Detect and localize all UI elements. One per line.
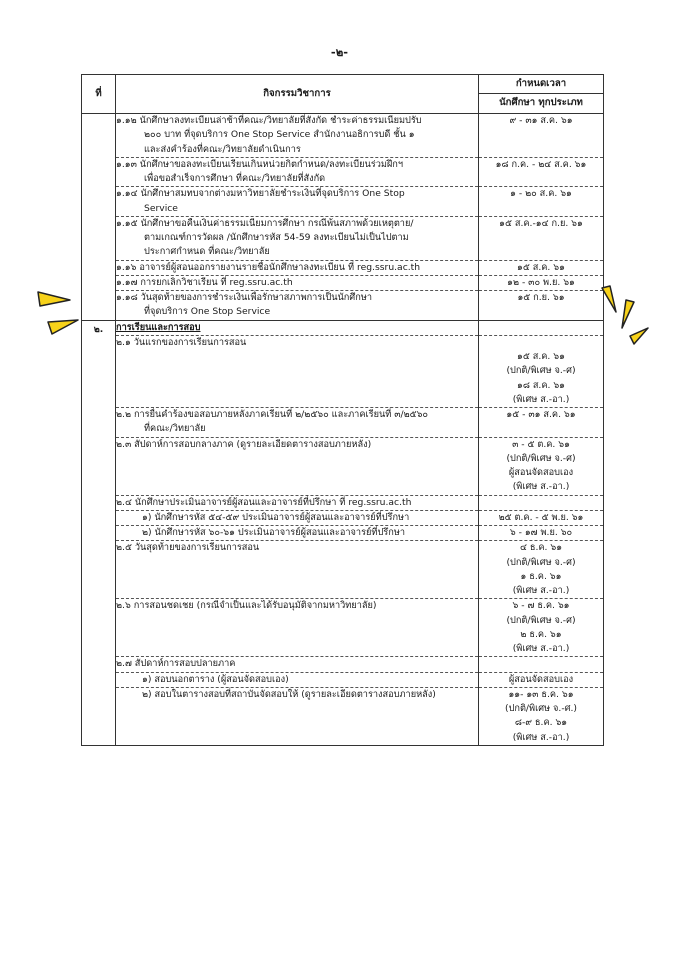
table-row <box>82 526 604 541</box>
table-row <box>82 408 604 438</box>
table-row <box>82 437 604 495</box>
date-line: ๒ ธ.ค. ๖๑ <box>520 628 562 640</box>
activity-line: ๑.๑๔ นักศึกษาสมทบจากต่างมหาวิทยาลัยชำระเงินที่จุดบริการ One Stop <box>116 188 405 200</box>
header-timeframe: กำหนดเวลา <box>479 75 604 94</box>
date-line: ๑ - ๒๐ ส.ค. ๖๑ <box>510 188 572 200</box>
date-line: ผู้สอนจัดสอบเอง <box>508 467 574 478</box>
activity-line: ที่จุดบริการ One Stop Service <box>144 306 271 318</box>
table-row <box>82 687 604 745</box>
activity-line: ๒.๑ วันแรกของการเรียนการสอน <box>116 336 247 348</box>
date-line: ๑๕ ส.ค. ๖๑ <box>517 261 565 273</box>
activity-line: ที่คณะ/วิทยาลัย <box>144 423 206 435</box>
academic-calendar-table <box>81 74 604 746</box>
activity-cell <box>116 275 479 290</box>
activity-cell <box>116 408 479 438</box>
date-line: ๘-๙ ธ.ค. ๖๑ <box>514 717 568 729</box>
table-row <box>82 657 604 672</box>
activity-cell <box>116 495 479 510</box>
date-line: ๑๕ ส.ค. ๖๑ <box>517 351 565 362</box>
activity-cell <box>116 157 479 187</box>
date-cell <box>479 495 604 510</box>
date-line: (ปกติ/พิเศษ จ.-ศ) <box>506 556 576 568</box>
spark-shape <box>630 328 648 344</box>
highlight-sparks-right <box>596 284 652 348</box>
activity-line: ๒.๔ นักศึกษาประเมินอาจารย์ผู้สอนและอาจารย์ที่ปรึกษา ที่ reg.ssru.ac.th <box>116 496 412 508</box>
table-row <box>82 260 604 275</box>
spark-shape <box>48 320 78 334</box>
activity-line: ๒) นักศึกษารหัส ๖๐-๖๑ ประเมินอาจารย์ผู้สอนและอาจารย์ที่ปรึกษา <box>142 527 406 538</box>
table-row <box>82 216 604 260</box>
date-line: ๒๕ ต.ค. - ๕ พ.ย. ๖๑ <box>498 511 584 523</box>
spark-shape <box>622 300 634 328</box>
date-line: (ปกติ/พิเศษ จ.-ศ) <box>506 365 576 377</box>
date-cell <box>479 260 604 275</box>
activity-line: เพื่อขอสำเร็จการศึกษา ที่คณะ/วิทยาลัยที่สังกัด <box>144 173 326 184</box>
date-cell <box>479 216 604 260</box>
activity-line: ๒.๒ การยื่นคำร้องขอสอบภายหลังภาคเรียนที่ ๒/๒๕๖๐ และภาคเรียนที่ ๓/๒๕๖๐ <box>116 409 429 420</box>
table-row <box>82 335 604 407</box>
date-cell <box>479 687 604 745</box>
date-line: ๔ ธ.ค. ๖๑ <box>519 542 563 554</box>
table-row <box>82 672 604 687</box>
table-row <box>82 114 604 158</box>
date-line: ๑๘ ก.ค. - ๒๔ ส.ค. ๖๑ <box>495 158 587 170</box>
highlight-sparks-left <box>36 282 86 352</box>
date-cell <box>479 157 604 187</box>
activity-line: ๑) นักศึกษารหัส ๕๔-๕๙ ประเมินอาจารย์ผู้สอนและอาจารย์ที่ปรึกษา <box>142 511 410 523</box>
activity-cell <box>116 216 479 260</box>
date-line: ผู้สอนจัดสอบเอง <box>508 673 574 685</box>
activity-cell <box>116 541 479 599</box>
date-cell <box>479 408 604 438</box>
table-row <box>82 157 604 187</box>
table-row <box>82 541 604 599</box>
activity-cell <box>116 335 479 407</box>
activity-line: ๑) สอบนอกตาราง (ผู้สอนจัดสอบเอง) <box>142 673 289 685</box>
date-line: ๙ - ๓๑ ส.ค. ๖๑ <box>509 115 573 126</box>
activity-cell <box>116 437 479 495</box>
activity-line: ประกาศกำหนด ที่คณะ/วิทยาลัย <box>144 246 270 258</box>
activity-line: ๑.๑๗ การยกเลิกวิชาเรียน ที่ reg.ssru.ac.th <box>116 276 293 288</box>
date-cell <box>479 187 604 217</box>
activity-cell <box>116 526 479 541</box>
activity-line: และส่งคำร้องที่คณะ/วิทยาลัยดำเนินการ <box>144 143 301 155</box>
activity-line: ๒.๗ สัปดาห์การสอบปลายภาค <box>116 658 236 670</box>
header-no: ที่ <box>82 75 116 114</box>
activity-cell <box>116 657 479 672</box>
activity-line: ๒) สอบในตารางสอบที่สถาบันจัดสอบให้ (ดูรายละเอียดตารางสอบภายหลัง) <box>142 688 436 700</box>
date-cell <box>479 437 604 495</box>
activity-cell <box>116 114 479 158</box>
activity-cell <box>116 291 479 321</box>
activity-line: ๑.๑๓ นักศึกษาขอลงทะเบียนเรียนเกินหน่วยกิตกำหนด/ลงทะเบียนร่วมฝึกฯ <box>116 158 404 170</box>
page-number: -๒- <box>330 45 349 59</box>
date-line: ๖ - ๗ ธ.ค. ๖๑ <box>512 600 570 612</box>
date-line: (ปกติ/พิเศษ จ.-ศ.) <box>504 703 577 714</box>
date-line: ๖ - ๑๗ พ.ย. ๖๐ <box>509 527 573 538</box>
date-line: (พิเศษ ส.-อา.) <box>512 643 570 654</box>
activity-line: ๑.๑๒ นักศึกษาลงทะเบียนล่าช้าที่คณะ/วิทยาลัยที่สังกัด ชำระค่าธรรมเนียมปรับ <box>116 115 422 126</box>
spark-shape <box>38 292 70 306</box>
header-student-type: นักศึกษา ทุกประเภท <box>479 94 604 114</box>
date-line: ๑ ธ.ค. ๖๑ <box>520 570 562 582</box>
activity-cell <box>116 599 479 657</box>
date-cell <box>479 657 604 672</box>
activity-line: ตามเกณฑ์การวัดผล /นักศึกษารหัส 54-59 ลงทะเบียนไม่เป็นไปตาม <box>144 232 409 243</box>
table-row <box>82 510 604 525</box>
section-title-cell <box>116 320 479 335</box>
section-title: การเรียนและการสอบ <box>116 321 201 333</box>
date-cell <box>479 291 604 321</box>
date-cell <box>479 275 604 290</box>
date-line <box>479 336 603 350</box>
date-line: (พิเศษ ส.-อา.) <box>512 585 570 596</box>
date-line <box>479 657 603 671</box>
date-cell <box>479 335 604 407</box>
table-row <box>82 187 604 217</box>
activity-cell <box>116 510 479 525</box>
date-line: ๑๘ ส.ค. ๖๑ <box>516 379 566 391</box>
activity-line: ๑.๑๖ อาจารย์ผู้สอนออกรายงานรายชื่อนักศึกษาลงทะเบียน ที่ reg.ssru.ac.th <box>116 261 421 273</box>
date-line: ๑๕ ส.ค.-๑๔ ก.ย. ๖๑ <box>499 217 583 229</box>
activity-cell <box>116 672 479 687</box>
table-row <box>82 275 604 290</box>
activity-line: ๒.๓ สัปดาห์การสอบกลางภาค (ดูรายละเอียดตารางสอบภายหลัง) <box>116 438 372 450</box>
date-line: ๓ - ๕ ต.ค. ๖๑ <box>512 438 570 450</box>
activity-line: ๑.๑๕ นักศึกษาขอคืนเงินค่าธรรมเนียมการศึกษา กรณีพ้นสภาพด้วยเหตุตาย/ <box>116 217 414 229</box>
row-number-empty <box>82 114 116 321</box>
table-row <box>82 291 604 321</box>
empty-date-cell <box>479 320 604 335</box>
table-row <box>82 599 604 657</box>
activity-cell <box>116 260 479 275</box>
date-line: ๑๒ - ๓๐ พ.ย. ๖๑ <box>507 276 575 288</box>
date-cell <box>479 541 604 599</box>
header-activity: กิจกรรมวิชาการ <box>116 75 479 114</box>
activity-cell <box>116 187 479 217</box>
date-cell <box>479 599 604 657</box>
section-number: ๒. <box>82 320 116 745</box>
date-line: ๑๑- ๑๓ ธ.ค. ๖๑ <box>508 688 574 700</box>
date-line: ๑๕ ก.ย. ๖๑ <box>517 292 565 303</box>
date-line: (ปกติ/พิเศษ จ.-ศ) <box>506 452 576 464</box>
date-cell <box>479 114 604 158</box>
activity-line: ๒๐๐ บาท ที่จุดบริการ One Stop Service สำนักงานอธิการบดี ชั้น ๑ <box>144 129 415 141</box>
date-line: (ปกติ/พิเศษ จ.-ศ) <box>506 614 576 626</box>
activity-line: ๑.๑๘ วันสุดท้ายของการชำระเงินเพื่อรักษาสภาพการเป็นนักศึกษา <box>116 292 372 303</box>
activity-cell <box>116 687 479 745</box>
date-cell <box>479 672 604 687</box>
date-line: ๑๕ - ๓๑ ส.ค. ๖๑ <box>506 409 576 420</box>
table-row <box>82 495 604 510</box>
date-line: (พิเศษ ส.-อา.) <box>512 393 570 405</box>
activity-line: Service <box>144 202 178 214</box>
date-line: (พิเศษ ส.-อา.) <box>512 481 570 493</box>
date-cell <box>479 526 604 541</box>
section-heading-row <box>82 320 604 335</box>
activity-line: ๒.๕ วันสุดท้ายของการเรียนการสอน <box>116 542 260 554</box>
date-line <box>479 496 603 510</box>
activity-line: ๒.๖ การสอนชดเชย (กรณีจำเป็นและได้รับอนุมัติจากมหาวิทยาลัย) <box>116 600 377 612</box>
date-cell <box>479 510 604 525</box>
date-line: (พิเศษ ส.-อา.) <box>512 731 570 743</box>
spark-shape <box>602 286 616 312</box>
